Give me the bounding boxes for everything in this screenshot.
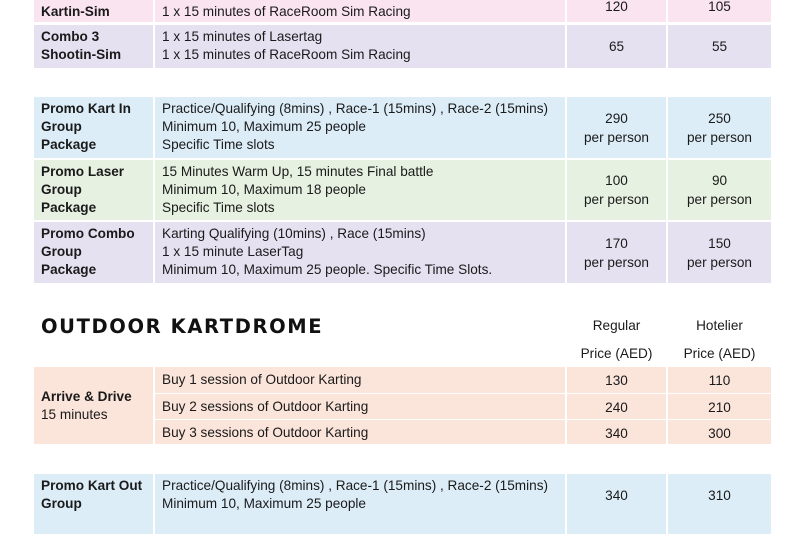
table-row	[34, 160, 771, 220]
package-description: Practice/Qualifying (8mins) , Race-1 (15mins) , Race-2 (15mins) Minimum 10, Maximum 25 people Specific Time slots	[155, 97, 565, 158]
package-name: Promo Kart Out Group	[34, 474, 153, 534]
package-description: Practice/Qualifying (8mins) , Race-1 (15mins) , Race-2 (15mins) Minimum 10, Maximum 25 people	[155, 474, 565, 534]
session-row: Buy 3 sessions of Outdoor Karting	[155, 419, 565, 444]
duration-label: 15 minutes	[41, 406, 108, 422]
promo-kart-out-table	[34, 474, 771, 534]
column-header-hotelier: Hotelier Price (AED)	[683, 318, 756, 361]
regular-price: 340	[567, 419, 666, 444]
hotelier-price: 300	[668, 419, 771, 444]
regular-price: 290 per person	[567, 97, 666, 158]
hotelier-price: 105	[668, 0, 771, 22]
regular-prices	[567, 367, 666, 444]
package-name: Arrive & Drive 15 minutes	[34, 367, 153, 444]
package-description: 1 x 15 minutes of Lasertag 1 x 15 minutes of RaceRoom Sim Racing	[155, 25, 565, 68]
package-name: Combo 3 Shootin-Sim	[34, 25, 153, 68]
hotelier-price: 90 per person	[668, 160, 771, 220]
package-description: Karting Qualifying (10mins) , Race (15mins) 1 x 15 minute LaserTag Minimum 10, Maximum 25 people. Specific Time Slots.	[155, 222, 565, 283]
regular-price: 170 per person	[567, 222, 666, 283]
package-name: Kartin-Sim	[34, 0, 153, 22]
top-package-table	[34, 0, 771, 68]
hotelier-price: 250 per person	[668, 97, 771, 158]
regular-price: 65	[567, 25, 666, 68]
table-row	[34, 25, 771, 68]
hotelier-price: 210	[668, 393, 771, 418]
hotelier-price: 55	[668, 25, 771, 68]
column-header-regular: Regular Price (AED)	[580, 318, 653, 361]
table-row	[34, 0, 771, 22]
promo-package-table	[34, 97, 771, 283]
table-row	[34, 97, 771, 158]
session-descriptions	[155, 367, 565, 444]
table-row	[34, 222, 771, 283]
hotelier-prices	[668, 367, 771, 444]
regular-price: 240	[567, 393, 666, 418]
package-name: Promo Combo Group Package	[34, 222, 153, 283]
package-name: Promo Laser Group Package	[34, 160, 153, 220]
session-row: Buy 1 session of Outdoor Karting	[162, 372, 362, 387]
regular-price: 120	[567, 0, 666, 22]
section-title: OUTDOOR KARTDROME	[41, 315, 324, 338]
package-description: 1 x 15 minutes of RaceRoom Sim Racing	[155, 0, 565, 22]
hotelier-price: 310	[668, 474, 771, 534]
session-row: Buy 2 sessions of Outdoor Karting	[155, 393, 565, 418]
package-description: 15 Minutes Warm Up, 15 minutes Final battle Minimum 10, Maximum 18 people Specific Time slots	[155, 160, 565, 220]
regular-price: 100 per person	[567, 160, 666, 220]
regular-price: 340	[567, 474, 666, 534]
regular-price: 130	[605, 373, 628, 388]
arrive-drive-table	[34, 367, 771, 444]
hotelier-price: 150 per person	[668, 222, 771, 283]
hotelier-price: 110	[708, 373, 731, 388]
package-name: Promo Kart In Group Package	[34, 97, 153, 158]
